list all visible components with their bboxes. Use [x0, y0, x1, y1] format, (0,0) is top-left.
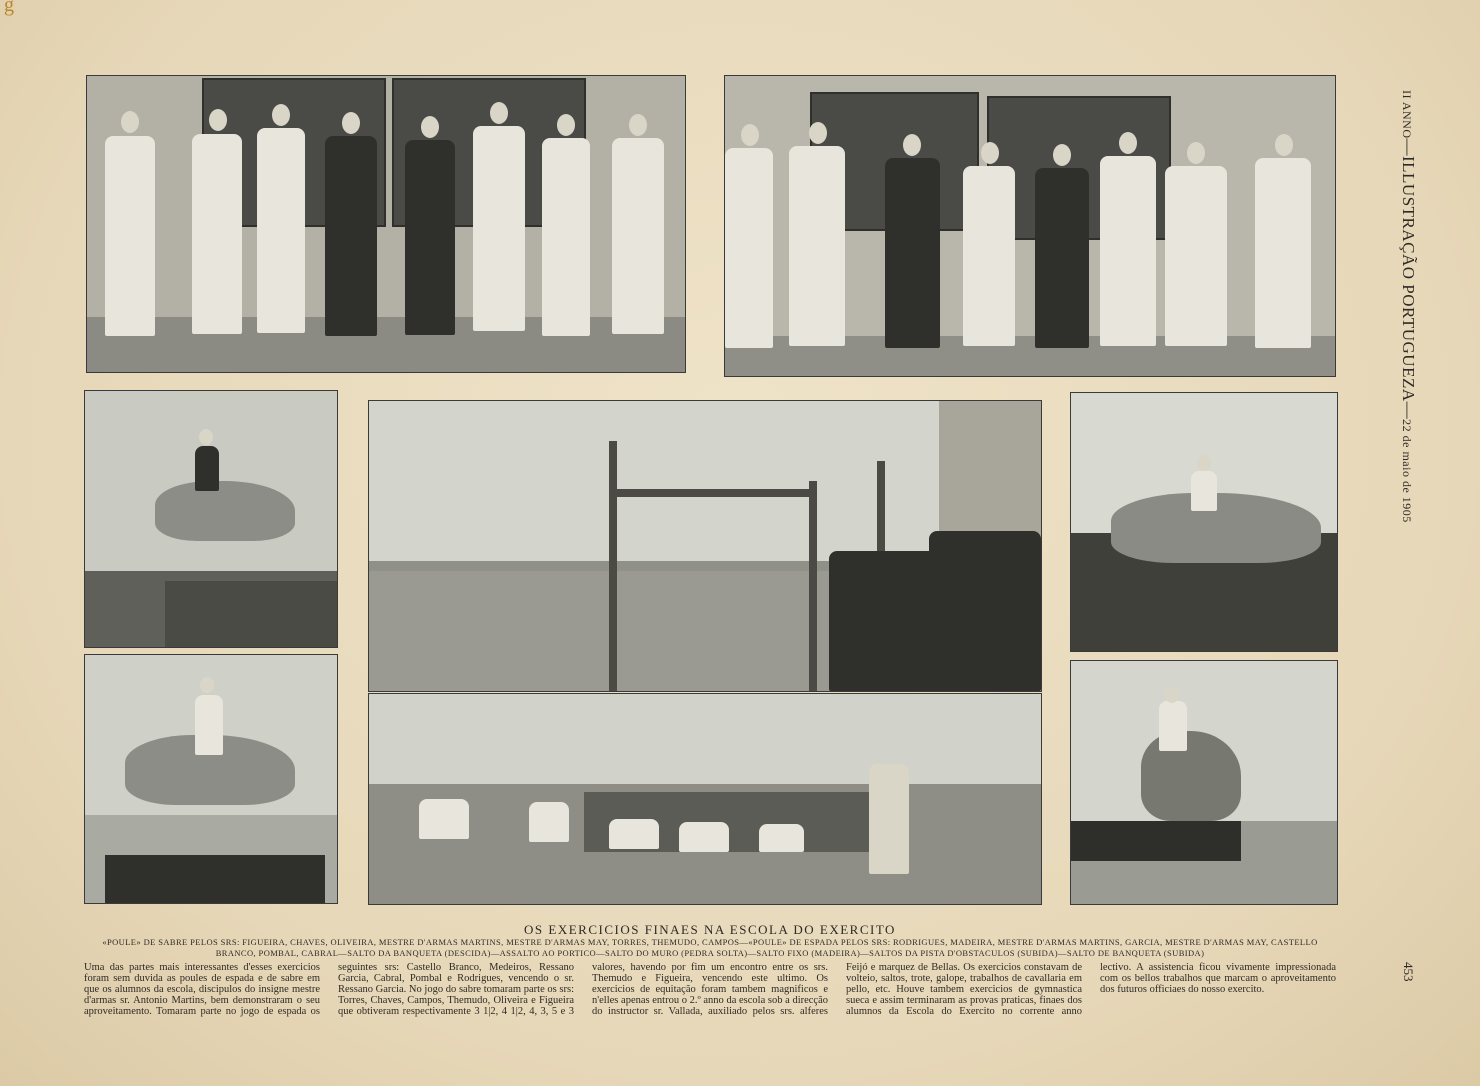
- photo-sabre-poule: [86, 75, 686, 373]
- running-header: II ANNO—ILLUSTRAÇÃO PORTUGUEZA—22 de maio de 1905: [1399, 90, 1418, 523]
- photo-salto-do-muro: [368, 693, 1042, 905]
- article-body: Uma das partes mais interessantes d'esses exercicios foram sem duvida as poules de espada e de sabre em que os alumnos da escola, discipulos do insigne mestre d'armas sr. Antonio Martins, bem demonstraram o seu aproveitamento. Tomaram parte no jogo de espada os seguintes srs: Castello Branco, Medeiros, Ressano Garcia, Cabral, Pombal e Rodrigues, vencendo o sr. Ressano Garcia. No jogo do sabre tomaram parte os srs: Torres, Chaves, Campos, Themudo, Oliveira e Figueira que obtiveram respectivamente 3 1|2, 4 1|2, 4, 3, 5 e 3 valores, havendo por fim um encontro entre os srs. Themudo e Figueira, vencendo este ultimo. Os exercicios de equitação foram tambem magnificos e n'elles apenas entrou o 2.º anno da escola sob a direcção do instructor sr. Vallada, auxiliado pelos srs. alferes Feijó e marquez de Bellas. Os exercicios constavam de volteio, saltos, trote, galope, trabalhos de cavallaria em pello, etc. Houve tambem exercicios de gymnastica sueca e assim terminaram as provas praticas, finaes dos alumnos da Escola do Exercito no corrente anno lectivo. A assistencia ficou vivamente impressionada com os bellos trabalhos que marcam o aproveitamento dos futuros officiaes do nosso exercito.: [84, 962, 1336, 1017]
- photo-saltos-pista-obstaculos: [1070, 392, 1338, 652]
- photo-salto-banqueta-descida: [84, 390, 338, 648]
- issue-date: 22 de maio de 1905: [1400, 419, 1414, 523]
- article-title: OS EXERCICIOS FINAES NA ESCOLA DO EXERCITO: [524, 922, 896, 937]
- photo-assalto-ao-portico: [368, 400, 1042, 692]
- photo-salto-fixo: [84, 654, 338, 904]
- article-caption: «POULE» DE SABRE PELOS SRS: FIGUEIRA, CHAVES, OLIVEIRA, MESTRE D'ARMAS MARTINS, MESTRE D'ARMAS MAY, TORRES, THEMUDO, CAMPOS—«POULE» DE ESPADA PELOS SRS: RODRIGUES, MADEIRA, MESTRE D'ARMAS MARTINS, GARCIA, MESTRE D'ARMAS MAY, CASTELLO BRANCO, POMBAL, CABRAL—SALTO DA BANQUETA (DESCIDA)—ASSALTO AO PORTICO—SALTO DO MURO (PEDRA SOLTA)—SALTO FIXO (MADEIRA)—SALTOS DA PISTA D'OBSTACULOS (SUBIDA)—SALTO DE BANQUETA (SUBIDA): [102, 937, 1318, 958]
- corner-mark: g: [4, 0, 14, 16]
- volume-label: II ANNO: [1400, 90, 1414, 139]
- page-number: 453: [1401, 962, 1416, 982]
- publication-title: ILLUSTRAÇÃO PORTUGUEZA: [1399, 156, 1418, 402]
- photo-salto-de-banqueta-subida: [1070, 660, 1338, 905]
- photo-espada-poule: [724, 75, 1336, 377]
